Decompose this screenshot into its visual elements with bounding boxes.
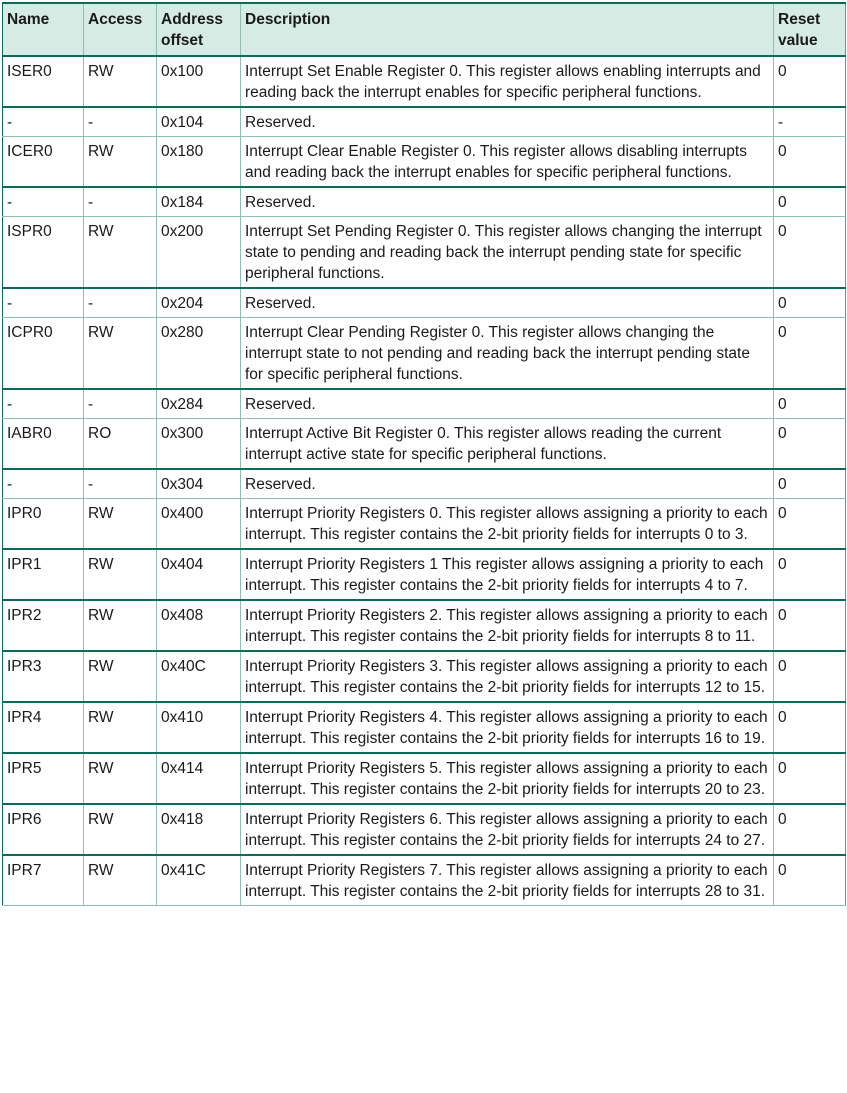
header-reset-value: Reset value <box>774 3 846 56</box>
cell-access: - <box>84 389 157 419</box>
cell-name: - <box>3 187 84 217</box>
table-row <box>3 549 846 600</box>
table-row <box>3 137 846 188</box>
cell-address-offset: 0x304 <box>157 469 241 499</box>
table-row <box>3 600 846 651</box>
cell-description: Interrupt Priority Registers 4. This register allows assigning a priority to each interrupt. This register contains the 2-bit priority fields for interrupts 16 to 19. <box>241 702 774 753</box>
cell-reset-value: 0 <box>774 187 846 217</box>
cell-access: RW <box>84 217 157 289</box>
cell-name: - <box>3 107 84 137</box>
cell-access: RW <box>84 855 157 906</box>
table-row <box>3 499 846 550</box>
cell-description: Interrupt Set Enable Register 0. This register allows enabling interrupts and reading back the interrupt enables for specific peripheral functions. <box>241 56 774 107</box>
cell-reset-value: 0 <box>774 855 846 906</box>
cell-address-offset: 0x280 <box>157 318 241 390</box>
header-access: Access <box>84 3 157 56</box>
cell-reset-value: 0 <box>774 217 846 289</box>
cell-name: IPR5 <box>3 753 84 804</box>
cell-name: - <box>3 469 84 499</box>
cell-description: Reserved. <box>241 288 774 318</box>
register-table-container <box>2 2 845 906</box>
cell-name: IPR4 <box>3 702 84 753</box>
cell-access: - <box>84 288 157 318</box>
cell-access: - <box>84 107 157 137</box>
cell-description: Reserved. <box>241 469 774 499</box>
cell-name: ISER0 <box>3 56 84 107</box>
cell-description: Interrupt Priority Registers 5. This register allows assigning a priority to each interrupt. This register contains the 2-bit priority fields for interrupts 20 to 23. <box>241 753 774 804</box>
cell-address-offset: 0x40C <box>157 651 241 702</box>
cell-description: Interrupt Priority Registers 2. This register allows assigning a priority to each interrupt. This register contains the 2-bit priority fields for interrupts 8 to 11. <box>241 600 774 651</box>
cell-address-offset: 0x408 <box>157 600 241 651</box>
cell-access: - <box>84 187 157 217</box>
cell-description: Interrupt Set Pending Register 0. This register allows changing the interrupt state to pending and reading back the interrupt pending state for specific peripheral functions. <box>241 217 774 289</box>
cell-address-offset: 0x184 <box>157 187 241 217</box>
cell-access: RW <box>84 651 157 702</box>
cell-access: RW <box>84 600 157 651</box>
cell-reset-value: 0 <box>774 56 846 107</box>
cell-reset-value: 0 <box>774 651 846 702</box>
cell-description: Reserved. <box>241 107 774 137</box>
table-row <box>3 702 846 753</box>
cell-address-offset: 0x284 <box>157 389 241 419</box>
table-row <box>3 56 846 107</box>
header-address-offset: Address offset <box>157 3 241 56</box>
cell-description: Interrupt Priority Registers 3. This register allows assigning a priority to each interrupt. This register contains the 2-bit priority fields for interrupts 12 to 15. <box>241 651 774 702</box>
table-row <box>3 855 846 906</box>
cell-address-offset: 0x400 <box>157 499 241 550</box>
cell-access: RW <box>84 702 157 753</box>
cell-address-offset: 0x414 <box>157 753 241 804</box>
cell-reset-value: 0 <box>774 137 846 188</box>
table-row <box>3 469 846 499</box>
cell-reset-value: 0 <box>774 318 846 390</box>
cell-name: ICER0 <box>3 137 84 188</box>
cell-description: Interrupt Priority Registers 7. This register allows assigning a priority to each interrupt. This register contains the 2-bit priority fields for interrupts 28 to 31. <box>241 855 774 906</box>
cell-name: - <box>3 288 84 318</box>
cell-name: IPR2 <box>3 600 84 651</box>
table-row <box>3 753 846 804</box>
cell-reset-value: - <box>774 107 846 137</box>
cell-description: Reserved. <box>241 187 774 217</box>
cell-reset-value: 0 <box>774 549 846 600</box>
cell-description: Interrupt Active Bit Register 0. This register allows reading the current interrupt active state for specific peripheral functions. <box>241 419 774 470</box>
header-name: Name <box>3 3 84 56</box>
cell-description: Interrupt Clear Pending Register 0. This register allows changing the interrupt state to not pending and reading back the interrupt pending state for specific peripheral functions. <box>241 318 774 390</box>
cell-description: Interrupt Clear Enable Register 0. This register allows disabling interrupts and reading back the interrupt enables for specific peripheral functions. <box>241 137 774 188</box>
cell-name: ISPR0 <box>3 217 84 289</box>
cell-reset-value: 0 <box>774 600 846 651</box>
cell-access: RW <box>84 499 157 550</box>
cell-name: ICPR0 <box>3 318 84 390</box>
cell-address-offset: 0x104 <box>157 107 241 137</box>
table-row <box>3 419 846 470</box>
cell-address-offset: 0x41C <box>157 855 241 906</box>
table-header-row <box>3 3 846 56</box>
cell-reset-value: 0 <box>774 753 846 804</box>
table-row <box>3 217 846 289</box>
cell-access: RW <box>84 137 157 188</box>
cell-address-offset: 0x200 <box>157 217 241 289</box>
cell-description: Reserved. <box>241 389 774 419</box>
cell-reset-value: 0 <box>774 469 846 499</box>
cell-address-offset: 0x410 <box>157 702 241 753</box>
cell-name: IPR0 <box>3 499 84 550</box>
cell-reset-value: 0 <box>774 499 846 550</box>
cell-reset-value: 0 <box>774 804 846 855</box>
register-table <box>2 2 846 906</box>
table-row <box>3 389 846 419</box>
cell-access: RW <box>84 318 157 390</box>
header-description: Description <box>241 3 774 56</box>
table-body <box>3 56 846 906</box>
cell-reset-value: 0 <box>774 288 846 318</box>
cell-reset-value: 0 <box>774 389 846 419</box>
cell-name: IPR7 <box>3 855 84 906</box>
cell-name: IPR1 <box>3 549 84 600</box>
table-row <box>3 187 846 217</box>
cell-description: Interrupt Priority Registers 1 This register allows assigning a priority to each interrupt. This register contains the 2-bit priority fields for interrupts 4 to 7. <box>241 549 774 600</box>
cell-address-offset: 0x404 <box>157 549 241 600</box>
cell-address-offset: 0x418 <box>157 804 241 855</box>
cell-address-offset: 0x180 <box>157 137 241 188</box>
cell-address-offset: 0x100 <box>157 56 241 107</box>
table-row <box>3 651 846 702</box>
cell-access: RW <box>84 56 157 107</box>
table-row <box>3 288 846 318</box>
cell-description: Interrupt Priority Registers 6. This register allows assigning a priority to each interrupt. This register contains the 2-bit priority fields for interrupts 24 to 27. <box>241 804 774 855</box>
cell-address-offset: 0x204 <box>157 288 241 318</box>
cell-name: IPR3 <box>3 651 84 702</box>
cell-address-offset: 0x300 <box>157 419 241 470</box>
cell-reset-value: 0 <box>774 419 846 470</box>
cell-access: - <box>84 469 157 499</box>
table-row <box>3 107 846 137</box>
cell-access: RW <box>84 804 157 855</box>
table-row <box>3 318 846 390</box>
cell-reset-value: 0 <box>774 702 846 753</box>
cell-access: RW <box>84 753 157 804</box>
cell-name: IPR6 <box>3 804 84 855</box>
cell-access: RO <box>84 419 157 470</box>
cell-description: Interrupt Priority Registers 0. This register allows assigning a priority to each interrupt. This register contains the 2-bit priority fields for interrupts 0 to 3. <box>241 499 774 550</box>
cell-access: RW <box>84 549 157 600</box>
cell-name: IABR0 <box>3 419 84 470</box>
table-row <box>3 804 846 855</box>
cell-name: - <box>3 389 84 419</box>
